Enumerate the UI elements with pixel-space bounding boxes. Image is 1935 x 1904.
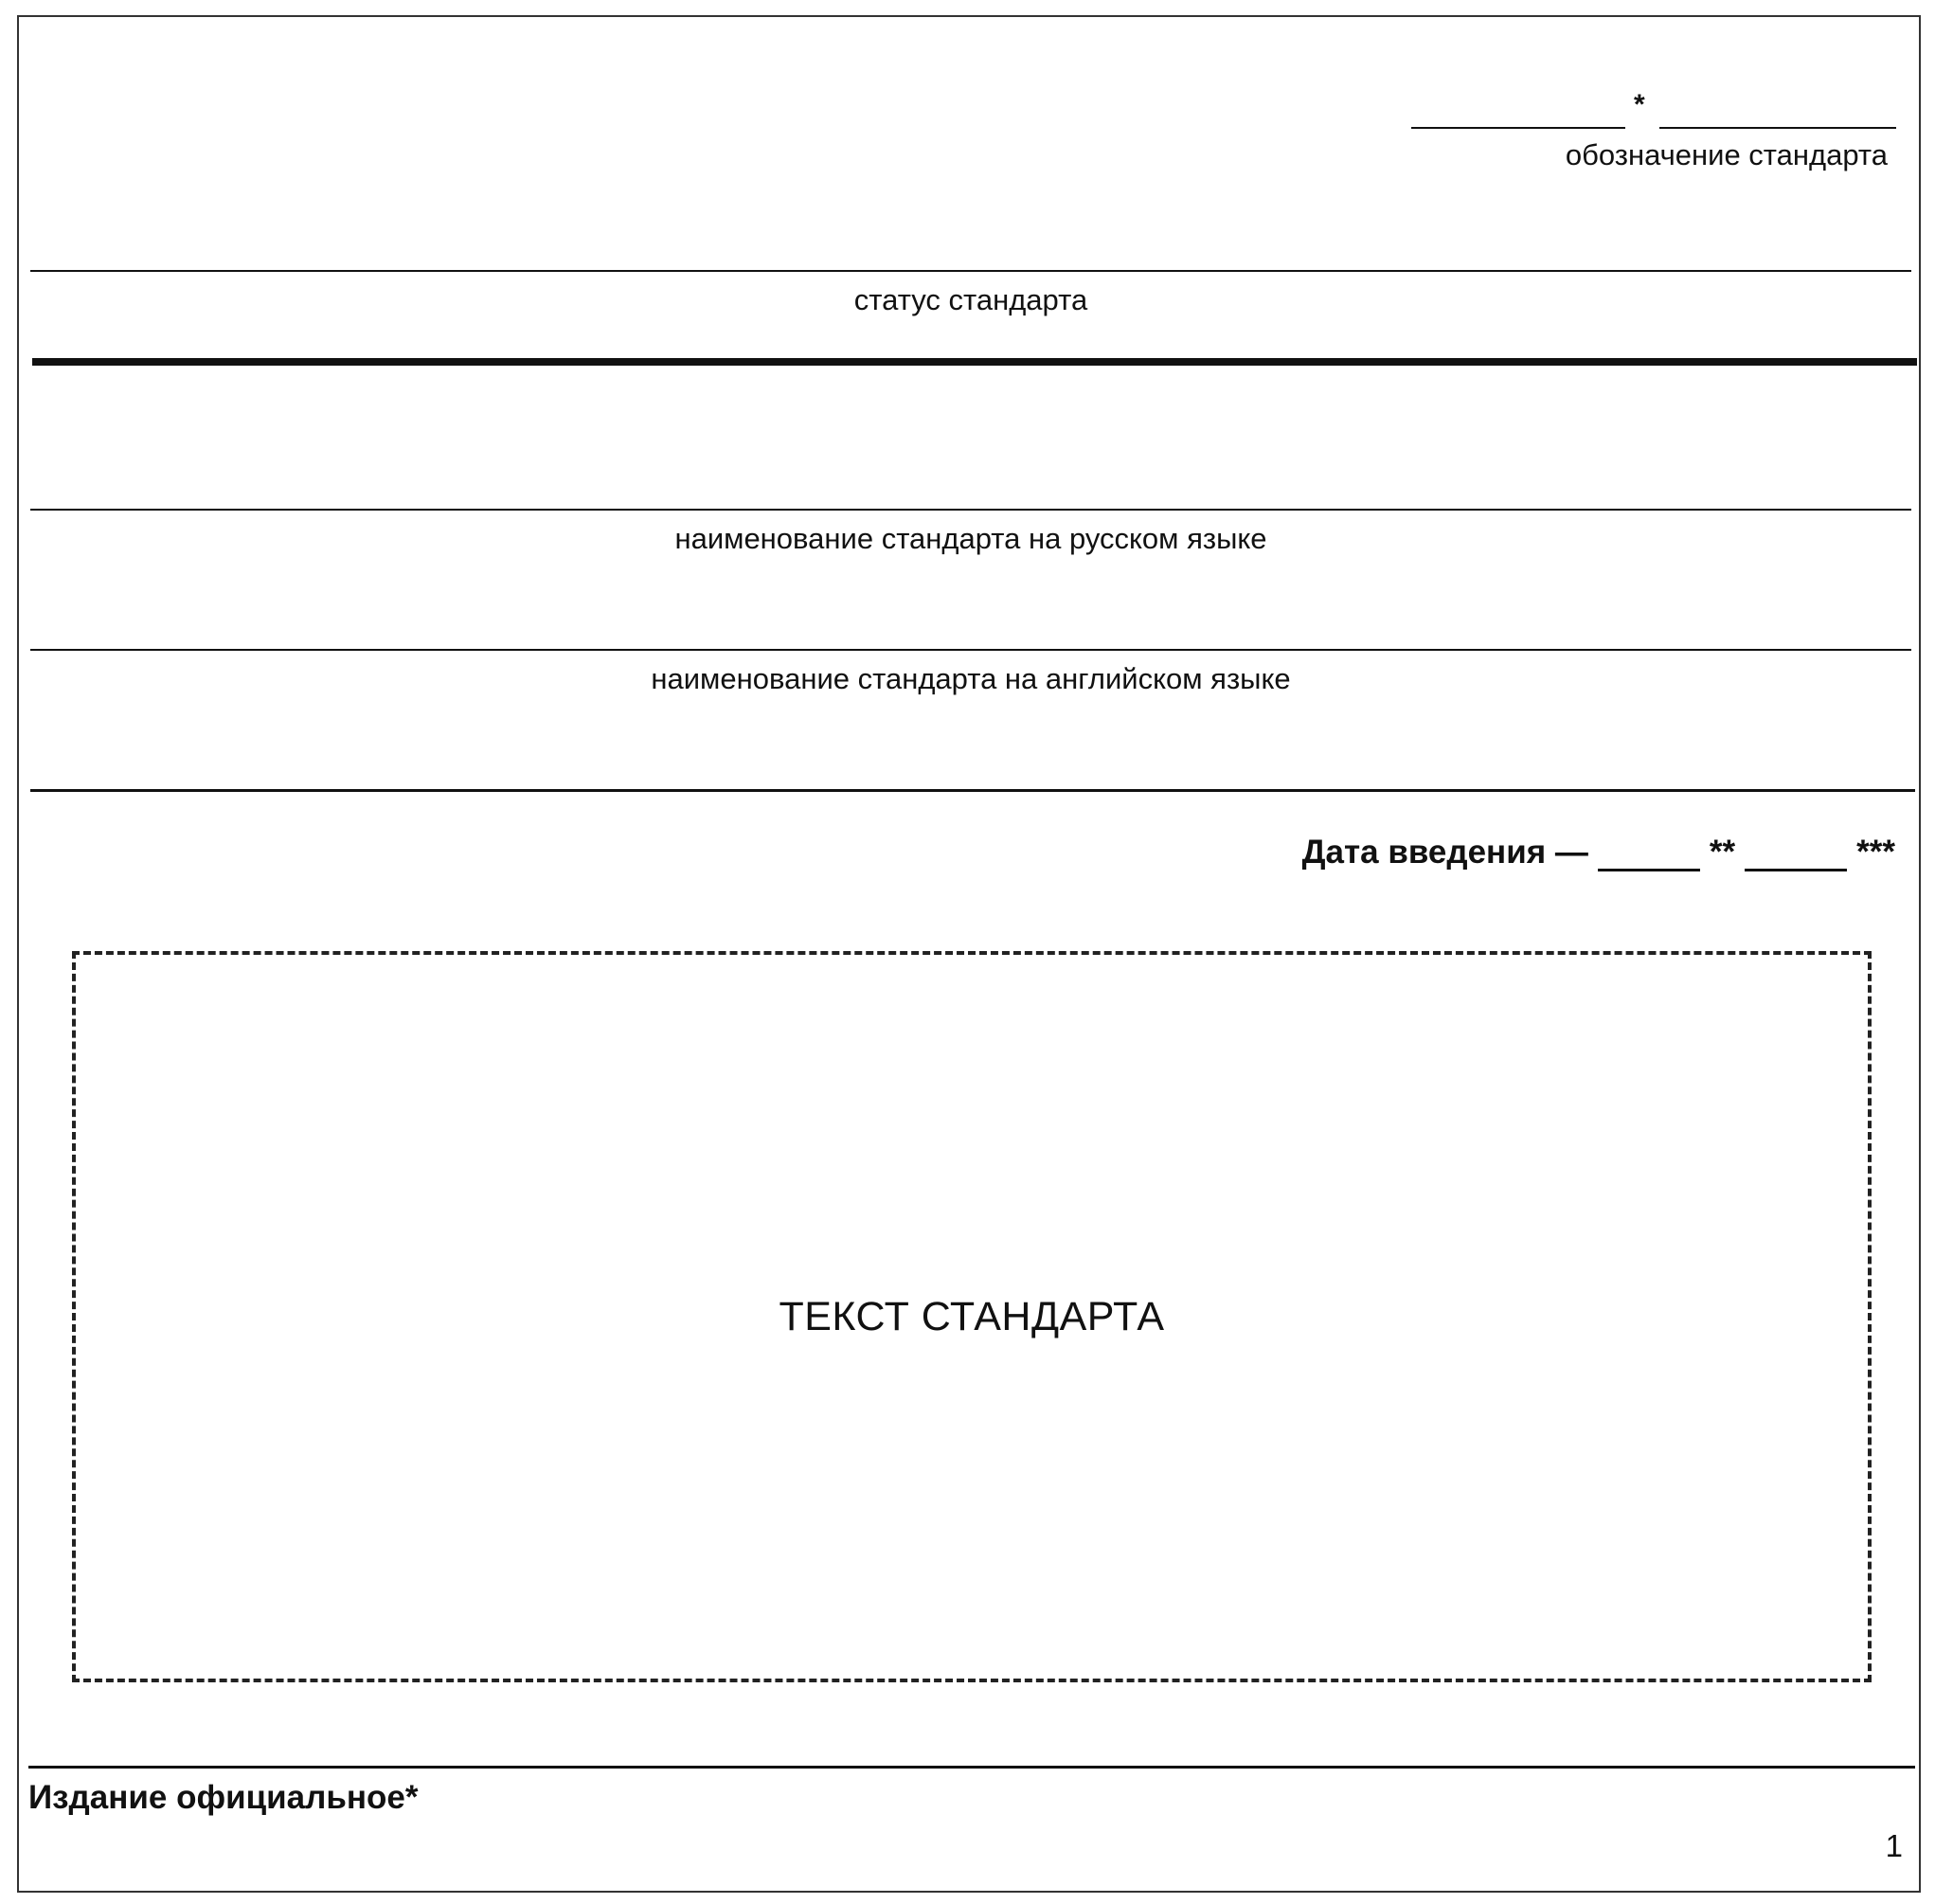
page-number: 1 bbox=[1885, 1828, 1903, 1863]
thick-divider bbox=[32, 358, 1917, 366]
russian-name-line bbox=[30, 509, 1911, 511]
standard-text-frame bbox=[72, 951, 1872, 1682]
status-line bbox=[30, 270, 1911, 272]
introduction-label: Дата введения — bbox=[1301, 834, 1588, 871]
russian-name-caption: наименование стандарта на русском языке bbox=[674, 522, 1267, 555]
designation-blank-left bbox=[1411, 127, 1625, 129]
official-edition: Издание официальное* bbox=[28, 1779, 419, 1816]
introduction-blank-1 bbox=[1598, 836, 1700, 871]
introduction-blank-2 bbox=[1745, 836, 1847, 871]
footer-line bbox=[28, 1766, 1915, 1769]
standard-text-placeholder: ТЕКСТ СТАНДАРТА bbox=[779, 1293, 1165, 1339]
introduction-mark-2: *** bbox=[1856, 834, 1895, 871]
status-caption: статус стандарта bbox=[853, 283, 1088, 316]
english-name-caption: наименование стандарта на английском языке bbox=[651, 662, 1291, 695]
introduction-date bbox=[1302, 834, 1895, 871]
designation-caption: обозначение стандарта bbox=[1565, 138, 1888, 171]
header-bottom-line bbox=[30, 789, 1915, 792]
designation-blank-right bbox=[1659, 127, 1896, 129]
introduction-mark-1: ** bbox=[1709, 834, 1736, 871]
english-name-line bbox=[30, 649, 1911, 651]
designation-mark: * bbox=[1634, 89, 1645, 120]
